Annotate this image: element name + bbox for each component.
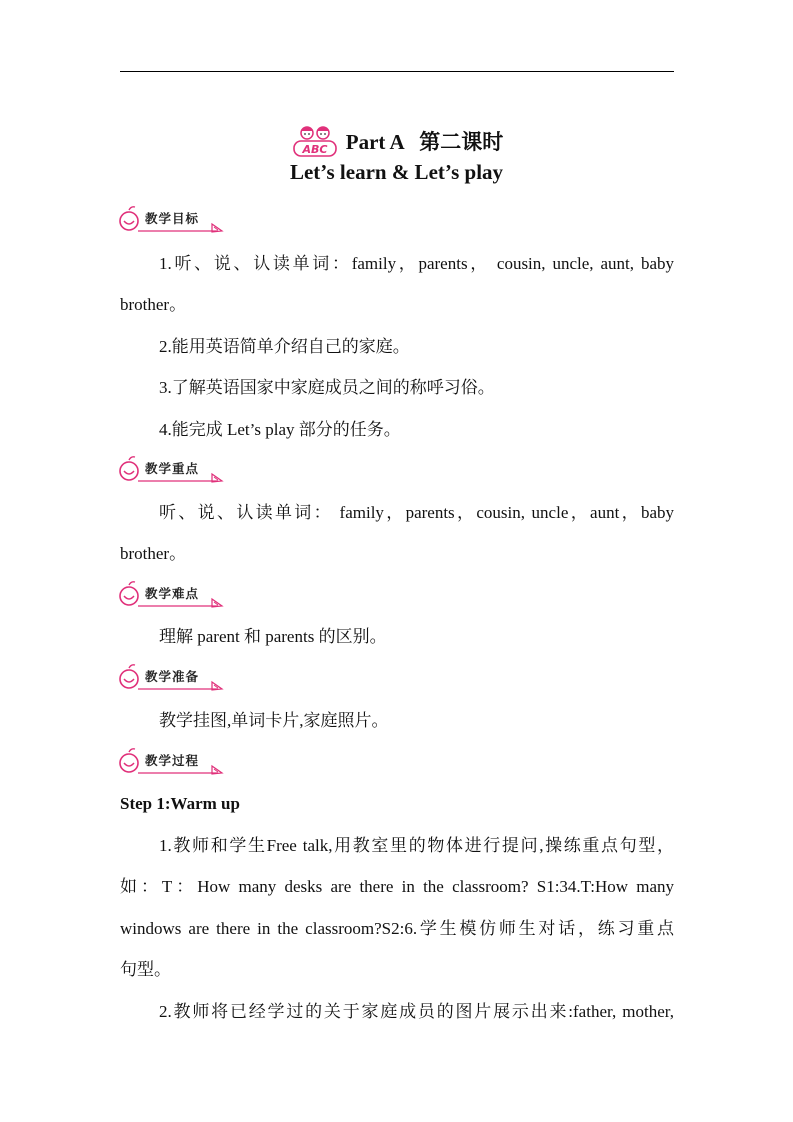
section-header-difficulties [118,581,228,609]
title-line-1: Part A 第二课时 [345,130,504,154]
process-p1-line-3: windows are there in the classroom?S2:6.学生模仿师生对话，练习重点 [120,919,674,938]
objective-item-2: 2.能用英语简单介绍自己的家庭。 [159,337,410,356]
process-p1-line-1: 1.教师和学生Free talk,用教室里的物体进行提问,操练重点句型， [159,836,674,855]
objective-item-3: 3.了解英语国家中家庭成员之间的称呼习俗。 [159,378,495,397]
top-rule [120,71,674,72]
section-title: 教学重点 [145,461,200,476]
difficulties-line: 理解 parent 和 parents 的区别。 [159,627,387,646]
objective-item-1-cont: brother。 [120,295,187,314]
section-title: 教学目标 [145,211,200,226]
key-points-line-1: 听、说、认读单词： family，parents，cousin, uncle，aunt，baby [159,503,674,522]
objective-item-4: 4.能完成 Let’s play 部分的任务。 [159,420,401,439]
svg-text:ABC: ABC [302,143,328,156]
section-header-key-points [118,456,228,484]
section-header-process [118,748,228,776]
title-row [0,124,793,158]
section-title: 教学过程 [145,753,200,768]
section-header-preparation [118,664,228,692]
title-line-2: Let’s learn & Let’s play [289,160,504,184]
section-header-objectives [118,206,228,234]
process-p1-line-2: 如：T：How many desks are there in the classroom? S1:34.T:How many [120,877,674,896]
process-p1-line-4: 句型。 [120,960,171,979]
section-title: 教学准备 [145,669,200,684]
preparation-line: 教学挂图,单词卡片,家庭照片。 [159,711,389,730]
abc-kids-logo [290,124,340,158]
step-1-title: Step 1:Warm up [120,794,240,813]
process-p2-line-1: 2.教师将已经学过的关于家庭成员的图片展示出来:father, mother, [159,1002,674,1021]
key-points-line-2: brother。 [120,544,187,563]
section-title: 教学难点 [145,586,200,601]
objective-item-1: 1.听、说、认读单词：family，parents， cousin, uncle, aunt, baby [159,254,674,273]
